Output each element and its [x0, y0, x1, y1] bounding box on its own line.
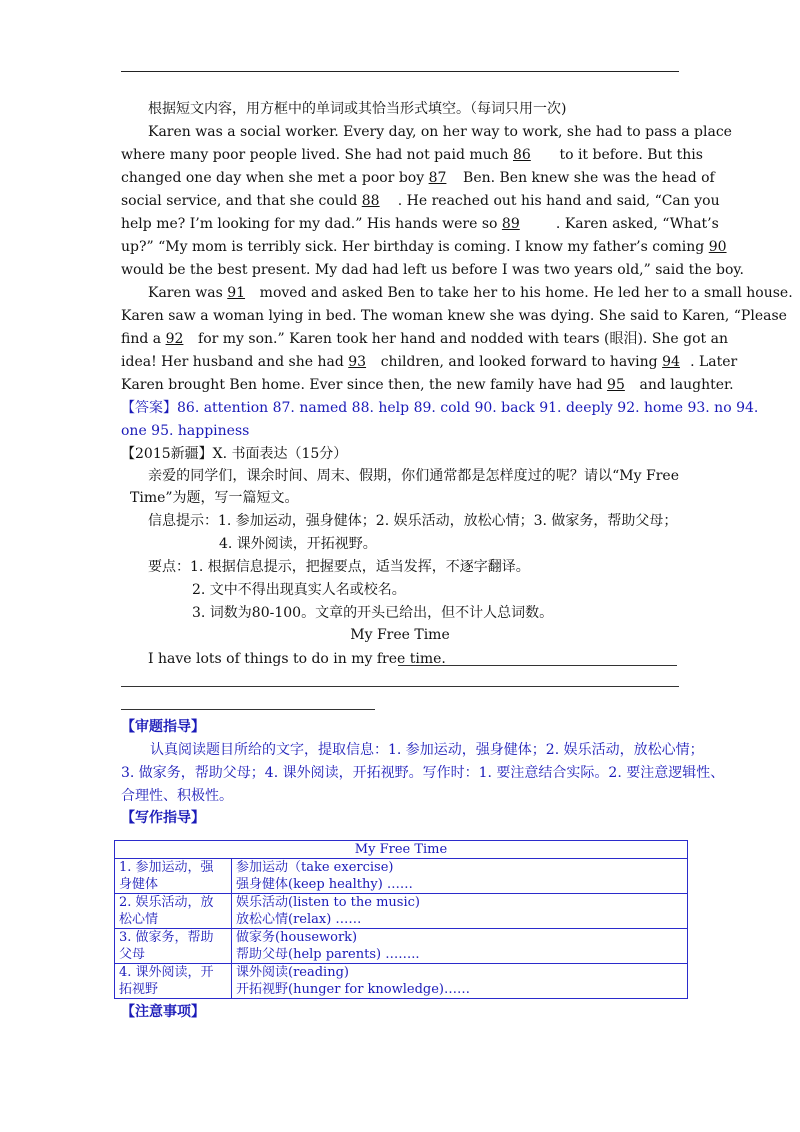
passage-text: children, and looked forward to having [380, 354, 658, 370]
table-cell [115, 929, 232, 964]
passage-line [148, 283, 793, 303]
cell-text: 父母 [119, 947, 146, 962]
blank-89: 89 [501, 216, 520, 232]
table-cell [232, 964, 688, 999]
cell-text: 身健体 [119, 877, 159, 892]
key-points: 3. 词数为80-100。文章的开头已给出，但不计人总词数。 [192, 605, 554, 621]
cell-text: 帮助父母(help parents) …….. [236, 947, 420, 962]
cell-text: 放松心情(relax) …… [236, 912, 362, 927]
blank-86: 86 [512, 147, 531, 163]
info-hints: 4. 课外阅读，开拓视野。 [219, 536, 377, 552]
blank-93: 93 [348, 354, 367, 370]
blank-91: 91 [227, 285, 246, 301]
passage-text: where many poor people lived. She had not paid much [121, 147, 509, 163]
passage-line [121, 214, 719, 234]
passage-line: Karen saw a woman lying in bed. The woman knew she was dying. She said to Karen, “Please [121, 308, 787, 324]
passage-text: . Later [690, 354, 738, 370]
passage-text: up?” “My mom is terribly sick. Her birthday is coming. I know my father’s coming [121, 239, 705, 255]
passage-text: for my son.” Karen took her hand and nodded with tears (眼泪). She got an [198, 331, 728, 347]
header-rule [121, 71, 679, 72]
passage-text: . Karen asked, “What’s [555, 216, 719, 232]
cell-text: 3. 做家务，帮助 [119, 930, 214, 945]
answer-line: 【答案】86. attention 87. named 88. help 89. cold 90. back 91. deeply 92. home 93. no 94. [121, 400, 759, 416]
passage-text: and laughter. [639, 377, 734, 393]
passage-text: changed one day when she met a poor boy [121, 170, 425, 186]
passage-line [121, 352, 738, 372]
passage-text: Karen brought Ben home. Ever since then, the new family have had [121, 377, 603, 393]
passage-line [121, 145, 703, 165]
cell-text: 课外阅读(reading) [236, 965, 349, 980]
blank-92: 92 [165, 331, 184, 347]
table-row [115, 964, 688, 999]
cell-text: 2. 娱乐活动，放 [119, 895, 214, 910]
cell-text: 做家务(housework) [236, 930, 358, 945]
table-cell [232, 929, 688, 964]
cell-text: 1. 参加运动，强 [119, 860, 214, 875]
table-row [115, 929, 688, 964]
writing-line [398, 665, 677, 666]
blank-87: 87 [428, 170, 447, 186]
guide-heading: 【写作指导】 [121, 810, 205, 826]
passage-line [121, 375, 734, 395]
info-hints: 信息提示：1. 参加运动，强身健体；2. 娱乐活动，放松心情；3. 做家务，帮助父母； [148, 513, 678, 529]
passage-text: help me? I’m looking for my dad.” His hands were so [121, 216, 498, 232]
cell-text: 4. 课外阅读，开 [119, 965, 214, 980]
passage-text: find a [121, 331, 162, 347]
table-cell [232, 859, 688, 894]
review-heading: 【审题指导】 [121, 719, 205, 735]
passage-line [121, 329, 728, 349]
table-cell [115, 964, 232, 999]
blank-90: 90 [708, 239, 727, 255]
passage-text: idea! Her husband and she had [121, 354, 344, 370]
review-text: 认真阅读题目所给的文字，提取信息：1. 参加运动，强身健体；2. 娱乐活动，放松心情； [150, 742, 704, 758]
passage-line: would be the best present. My dad had left us before I was two years old,” said the boy. [121, 262, 744, 278]
guide-table [114, 840, 688, 999]
cell-text: 拓视野 [119, 982, 159, 997]
table-cell [232, 894, 688, 929]
table-row [115, 894, 688, 929]
passage-text: Ben. Ben knew she was the head of [463, 170, 715, 186]
passage-text: to it before. But this [559, 147, 703, 163]
blank-94: 94 [662, 354, 680, 370]
key-points: 要点：1. 根据信息提示，把握要点，适当发挥，不逐字翻译。 [148, 559, 530, 575]
table-cell [115, 894, 232, 929]
table-cell [115, 859, 232, 894]
cell-text: 娱乐活动(listen to the music) [236, 895, 420, 910]
passage-text: Karen was [148, 285, 223, 301]
cell-text: 松心情 [119, 912, 159, 927]
cell-text: 强身健体(keep healthy) …… [236, 877, 413, 892]
writing-line [121, 686, 679, 687]
key-points: 2. 文中不得出现真实人名或校名。 [192, 582, 406, 598]
writing-prompt: 亲爱的同学们，课余时间、周末、假期，你们通常都是怎样度过的呢？请以“My Free [148, 468, 679, 484]
cell-text: 开拓视野(hunger for knowledge)…… [236, 982, 471, 997]
passage-text: social service, and that she could [121, 193, 358, 209]
essay-title: My Free Time [350, 627, 450, 643]
writing-heading: 【2015新疆】X. 书面表达（15分） [121, 446, 348, 462]
exercise-instruction: 根据短文内容，用方框中的单词或其恰当形式填空。（每词只用一次) [148, 101, 567, 117]
table-header-row [115, 841, 688, 859]
blank-88: 88 [361, 193, 380, 209]
writing-line [121, 709, 375, 710]
answer-line: one 95. happiness [121, 423, 250, 439]
notes-heading: 【注意事项】 [121, 1004, 205, 1020]
passage-line: Karen was a social worker. Every day, on her way to work, she had to pass a place [148, 124, 732, 140]
review-text: 3. 做家务，帮助父母；4. 课外阅读，开拓视野。写作时：1. 要注意结合实际。2. 要注意逻辑性、 [121, 765, 725, 781]
passage-text: . He reached out his hand and said, “Can you [397, 193, 720, 209]
review-text: 合理性、积极性。 [121, 788, 233, 804]
passage-line [121, 237, 727, 257]
passage-line [121, 191, 720, 211]
writing-prompt: Time”为题，写一篇短文。 [130, 490, 299, 506]
passage-text: moved and asked Ben to take her to his home. He led her to a small house. [259, 285, 793, 301]
cell-text: 参加运动（take exercise) [236, 860, 394, 875]
table-title: My Free Time [115, 841, 688, 859]
passage-line [121, 168, 715, 188]
blank-95: 95 [607, 377, 625, 393]
essay-opening: I have lots of things to do in my free time. [148, 651, 446, 667]
table-row [115, 859, 688, 894]
